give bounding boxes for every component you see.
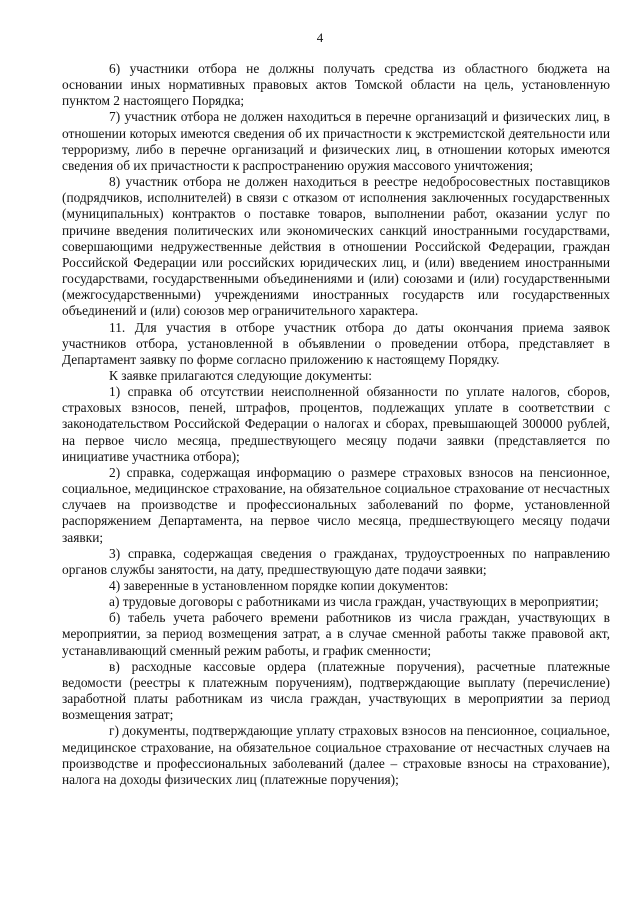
paragraph-item-8: 8) участник отбора не должен находиться в реестре недобросовестных поставщиков (подрядчиков, исполнителей) в связи с отказом от исполнения заключенных государственных (муниципальных) контрактов о поставке товаров, выполнении работ, оказании услуг по причине введения политических или экономических санкций иностранными государствами, совершающими недружественные действия в отношении Российской Федерации, граждан Российской Федерации или российских юридических лиц, и (или) введением иностранными государствами, государственными объединениями и (или) союзами и (или) государственными (межгосударственными) учреждениями иностранных государств или государственных объединений и (или) союзов мер ограничительного характера.: [62, 174, 610, 319]
paragraph-doc-4a: а) трудовые договоры с работниками из числа граждан, участвующих в мероприятии;: [109, 594, 599, 610]
paragraph-doc-4g: г) документы, подтверждающие уплату страховых взносов на пенсионное, социальное, медицинское страхование, на обязательное социальное страхование от несчастных случаев на производстве и профессиональных заболеваний (далее – страховые взносы на страхование), налога на доходы физических лиц (платежные поручения);: [62, 723, 610, 787]
paragraph-doc-4v: в) расходные кассовые ордера (платежные поручения), расчетные платежные ведомости (реестры к платежным поручениям), подтверждающие выплату (перечисление) заработной платы работникам из числа граждан, участвующих в мероприятии за период возмещения затрат;: [62, 658, 610, 723]
page-number: 4: [316, 30, 324, 45]
paragraph-doc-1: 1) справка об отсутствии неисполненной обязанности по уплате налогов, сборов, страховых взносов, пеней, штрафов, процентов, подлежащих уплате в соответствии с законодательством Российской Федерации о налогах и сборах, превышающей 300000 рублей, на первое число месяца, предшествующего месяцу подачи заявки (представляется по инициативе участника отбора);: [62, 384, 610, 464]
paragraph-clause-11: 11. Для участия в отборе участник отбора до даты окончания приема заявок участников отбора, установленной в объявлении о проведении отбора, представляет в Департамент заявку по форме согласно приложению к настоящему Порядку.: [62, 319, 610, 367]
paragraph-doc-4b: б) табель учета рабочего времени работников из числа граждан, участвующих в мероприятии, за период возмещения затрат, а в случае сменной работы также правовой акт, устанавливающий сменный режим работы, и график сменности;: [62, 610, 610, 658]
paragraph-item-7: 7) участник отбора не должен находиться в перечне организаций и физических лиц, в отношении которых имеются сведения об их причастности к экстремистской деятельности или терроризму, либо в перечне организаций и физических лиц, в отношении которых имеются сведения об их причастности к распространению оружия массового уничтожения;: [62, 109, 610, 173]
paragraph-doc-4: 4) заверенные в установленном порядке копии документов:: [109, 578, 449, 593]
paragraph-doc-2: 2) справка, содержащая информацию о размере страховых взносов на пенсионное, социальное, медицинское страхование, на обязательное социальное страхование от несчастных случаев на производстве и профессиональных заболеваний по форме, установленной распоряжением Департамента, на первое число месяца, предшествующего месяцу подачи заявки;: [62, 464, 610, 545]
paragraph-doc-3: 3) справка, содержащая сведения о гражданах, трудоустроенных по направлению органов службы занятости, на дату, предшествующую дате подачи заявки;: [62, 545, 610, 577]
paragraph-item-6: 6) участники отбора не должны получать средства из областного бюджета на основании иных нормативных правовых актов Томской области на цель, установленную пунктом 2 настоящего Порядка;: [62, 61, 610, 109]
document-body: [62, 61, 610, 788]
paragraph-attachments-intro: К заявке прилагаются следующие документы:: [109, 367, 373, 383]
